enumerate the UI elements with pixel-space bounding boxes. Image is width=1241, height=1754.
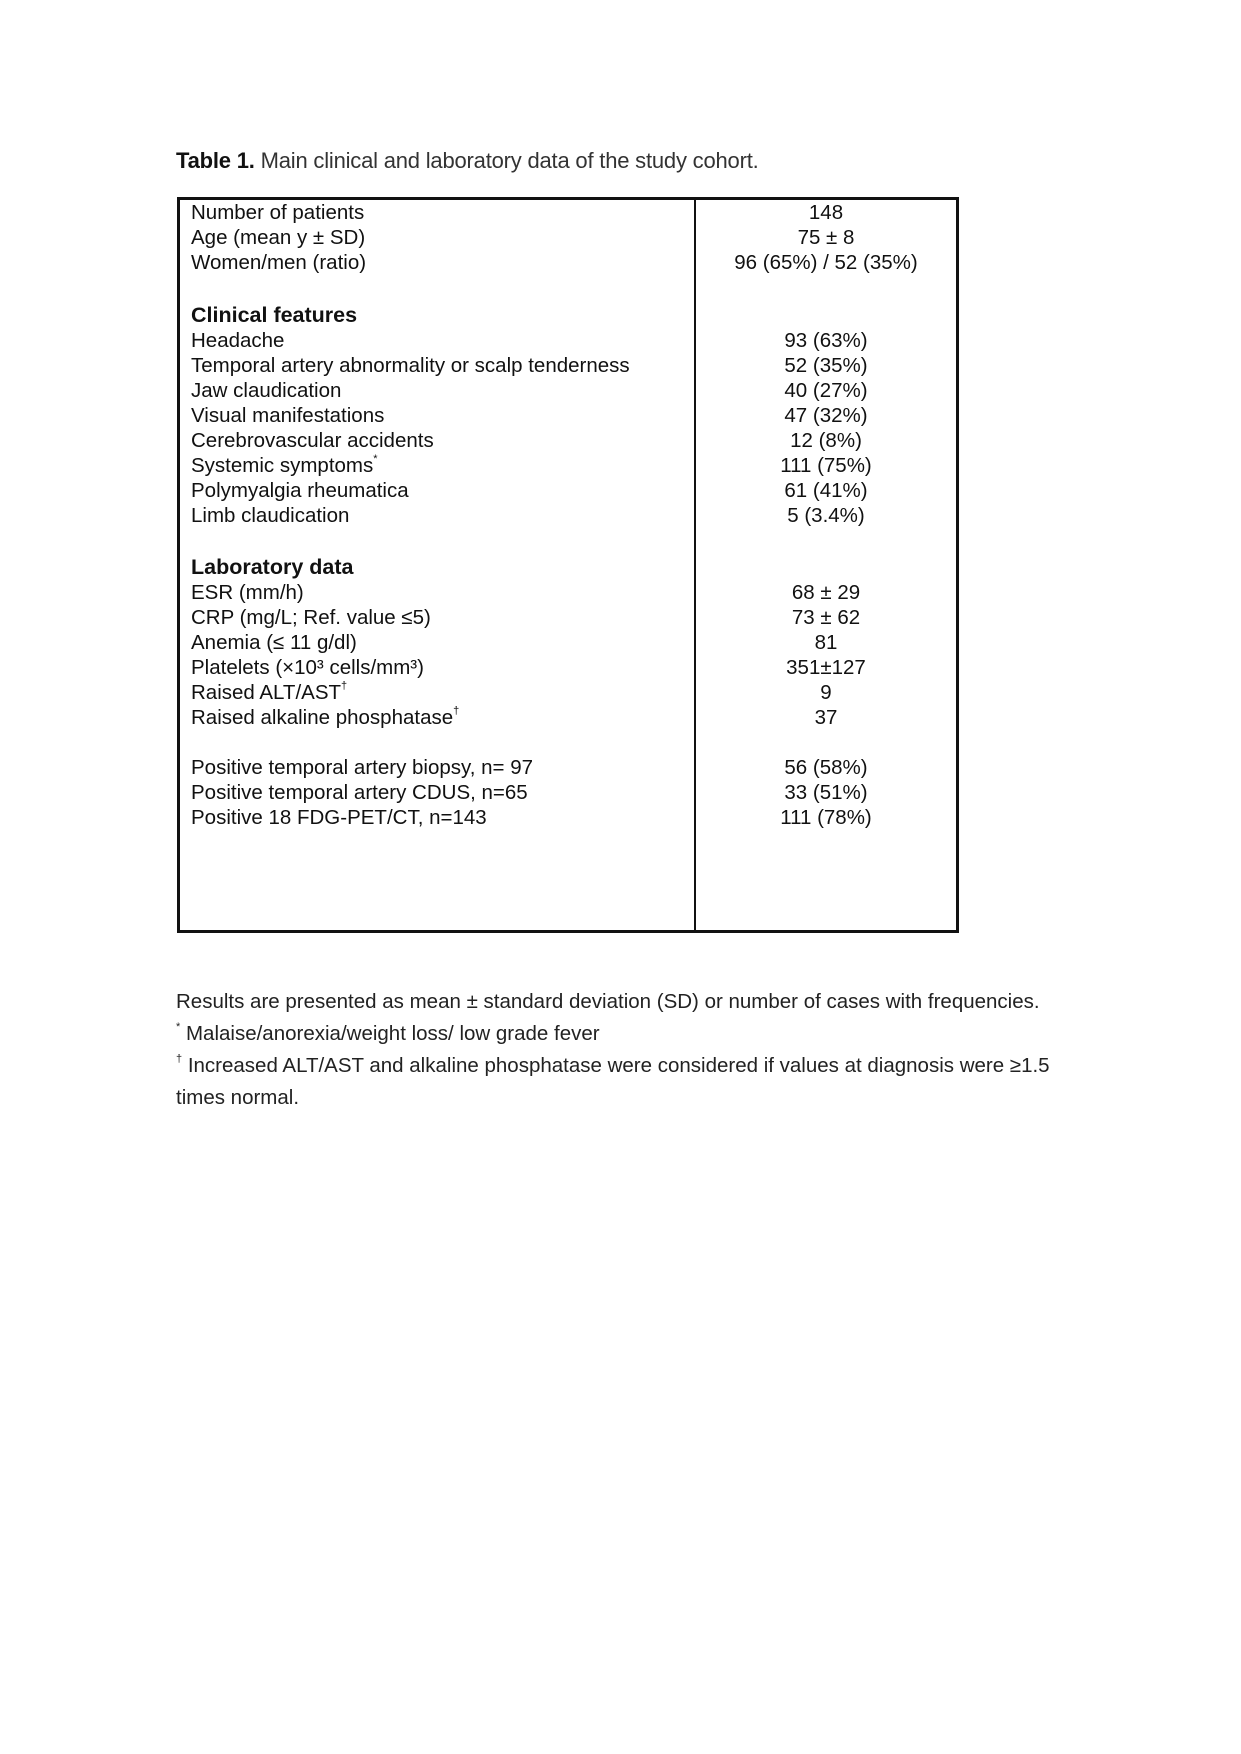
row-label: Number of patients	[191, 201, 365, 224]
table-row	[180, 629, 956, 657]
row-value: 61 (41%)	[784, 479, 868, 502]
footnote-star-text: Malaise/anorexia/weight loss/ low grade fever	[180, 1022, 600, 1045]
row-value: 12 (8%)	[790, 429, 862, 452]
table-row	[180, 377, 956, 405]
table-row	[180, 604, 956, 632]
row-value: 56 (58%)	[784, 756, 868, 779]
row-label-text: Raised alkaline phosphatase	[191, 706, 454, 729]
table-notes	[176, 986, 1076, 1114]
row-label: Platelets (×10³ cells/mm³)	[191, 656, 424, 679]
table-row	[180, 477, 956, 505]
row-label: CRP (mg/L; Ref. value ≤5)	[191, 606, 431, 629]
table-row	[180, 679, 956, 707]
section-title: Laboratory data	[191, 555, 354, 579]
row-value: 111 (78%)	[780, 806, 872, 829]
row-value: 96 (65%) / 52 (35%)	[734, 251, 918, 274]
row-value: 37	[814, 706, 838, 729]
table-row	[180, 654, 956, 682]
footnote-dagger-text: Increased ALT/AST and alkaline phosphatase were considered if values at diagnosis were ≥1.5	[182, 1054, 1050, 1077]
section-header-laboratory	[180, 553, 956, 581]
row-value: 33 (51%)	[784, 781, 868, 804]
row-value: 81	[814, 631, 838, 654]
footnote-dagger	[176, 1050, 1076, 1082]
row-label: Jaw claudication	[191, 379, 342, 402]
row-label: Anemia (≤ 11 g/dl)	[191, 631, 357, 654]
row-label: Polymyalgia rheumatica	[191, 479, 409, 502]
row-value: 5 (3.4%)	[787, 504, 865, 527]
row-label: Headache	[191, 329, 285, 352]
table-row	[180, 779, 956, 807]
table-row	[180, 327, 956, 355]
table-row	[180, 502, 956, 530]
footnote-marker: *	[373, 453, 378, 466]
row-value: 52 (35%)	[784, 354, 868, 377]
row-value: 40 (27%)	[784, 379, 868, 402]
row-label: Visual manifestations	[191, 404, 385, 427]
section-header-clinical	[180, 301, 956, 329]
row-label	[191, 452, 378, 480]
row-label: Positive 18 FDG-PET/CT, n=143	[191, 806, 487, 829]
table-row	[180, 452, 956, 480]
table-row	[180, 224, 956, 252]
row-value: 148	[808, 201, 844, 224]
footnote-dagger-continued: times normal.	[176, 1086, 300, 1109]
row-value: 47 (32%)	[784, 404, 868, 427]
notes-summary: Results are presented as mean ± standard deviation (SD) or number of cases with frequencies.	[176, 990, 1040, 1013]
table-row	[180, 352, 956, 380]
footnote-star	[176, 1018, 1076, 1050]
row-label-text: Raised ALT/AST	[191, 681, 342, 704]
table-row	[180, 249, 956, 277]
data-table	[177, 197, 959, 933]
row-value: 68 ± 29	[791, 581, 861, 604]
table-caption	[176, 148, 759, 174]
footnote-marker: †	[341, 680, 348, 693]
table-caption-label: Table 1.	[176, 148, 255, 173]
row-value: 9	[820, 681, 832, 704]
row-value: 75 ± 8	[797, 226, 855, 249]
row-label: Positive temporal artery CDUS, n=65	[191, 781, 528, 804]
section-title: Clinical features	[191, 303, 358, 327]
table-row	[180, 804, 956, 832]
row-label	[191, 704, 459, 732]
row-label: Limb claudication	[191, 504, 350, 527]
row-label-text: Systemic symptoms	[191, 454, 374, 477]
footnote-dagger-mark: †	[176, 1053, 183, 1066]
table-row	[180, 579, 956, 607]
table-caption-text: Main clinical and laboratory data of the study cohort.	[254, 148, 759, 173]
footnote-marker: †	[453, 705, 460, 718]
table-row	[180, 427, 956, 455]
row-label: Age (mean y ± SD)	[191, 226, 366, 249]
row-label: Cerebrovascular accidents	[191, 429, 434, 452]
table-row	[180, 199, 956, 227]
row-label: Temporal artery abnormality or scalp tenderness	[191, 354, 630, 377]
row-value: 73 ± 62	[791, 606, 861, 629]
footnote-star-mark: *	[176, 1021, 181, 1034]
row-value: 111 (75%)	[780, 454, 872, 477]
table-row	[180, 704, 956, 732]
row-label	[191, 679, 347, 707]
row-label: Positive temporal artery biopsy, n= 97	[191, 756, 534, 779]
row-value: 93 (63%)	[784, 329, 868, 352]
table-row	[180, 754, 956, 782]
table-row	[180, 402, 956, 430]
row-label: Women/men (ratio)	[191, 251, 367, 274]
row-label: ESR (mm/h)	[191, 581, 304, 604]
row-value: 351±127	[786, 656, 866, 679]
